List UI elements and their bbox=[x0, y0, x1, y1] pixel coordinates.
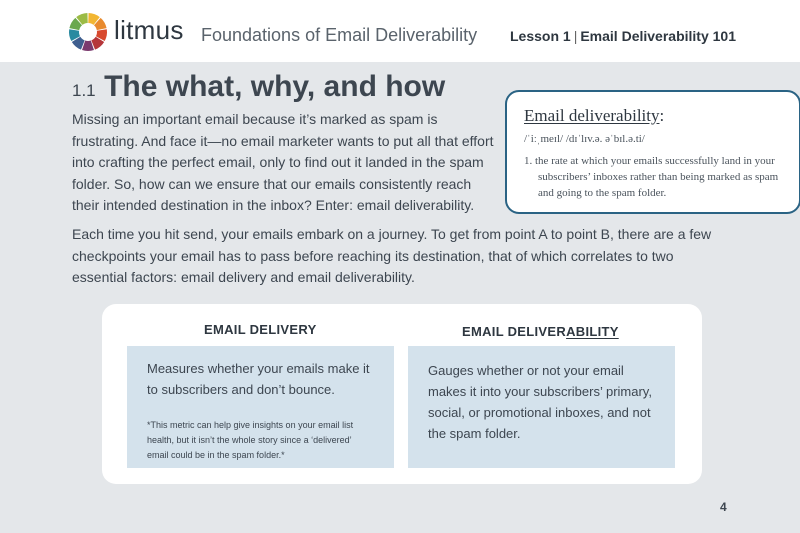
definition-colon: : bbox=[659, 106, 665, 125]
journey-paragraph: Each time you hit send, your emails embark on a journey. To get from point A to point B, there are a few checkpoints your email has to pass before reaching its destination, that of which correlates to two essential factors: email delivery and email deliverability. bbox=[72, 226, 712, 285]
section-title: The what, why, and how bbox=[104, 70, 446, 103]
email-delivery-box bbox=[127, 346, 394, 468]
email-deliverability-description: Gauges whether or not your email makes it into your subscribers’ primary, social, or promotional inboxes, and not the spam folder. bbox=[428, 363, 652, 441]
section-number: 1.1 bbox=[72, 81, 96, 100]
email-delivery-note: *This metric can help give insights on your email list health, but it isn’t the whole story since a ‘delivered’ email could be in the spam folder.* bbox=[147, 420, 354, 460]
comparison-panel bbox=[102, 304, 702, 484]
lesson-number: Lesson 1 bbox=[510, 28, 571, 44]
definition-word bbox=[524, 106, 783, 126]
litmus-logo-icon bbox=[68, 12, 108, 52]
lesson-separator: | bbox=[573, 28, 578, 44]
email-delivery-heading: EMAIL DELIVERY bbox=[204, 322, 317, 337]
intro-paragraph: Missing an important email because it’s marked as spam is frustrating. And face it—no email marketer wants to put all that effort into crafting the perfect email, only to find out it landed in the spam folder. So, how can we ensure that our emails consistently reach their intended destination in the inbox? Enter: email deliverability. bbox=[72, 111, 494, 213]
heading-part-b: ABILITY bbox=[566, 324, 619, 339]
definition-term: Email deliverability bbox=[524, 106, 660, 125]
heading-part-a: EMAIL DELIVER bbox=[462, 324, 567, 339]
document-title: Foundations of Email Deliverability bbox=[201, 25, 478, 45]
section-heading bbox=[72, 70, 445, 104]
lesson-title: Email Deliverability 101 bbox=[580, 28, 736, 44]
definition-pronunciation: /ˈiːˌmeɪl/ /dɪˈlɪv.ə. əˈbɪl.ə.ti/ bbox=[524, 133, 645, 145]
logo-text: litmus bbox=[114, 15, 184, 45]
email-deliverability-heading bbox=[462, 324, 619, 339]
lesson-label bbox=[510, 28, 736, 44]
page-header bbox=[0, 0, 800, 62]
page-number: 4 bbox=[720, 500, 727, 514]
email-deliverability-box bbox=[408, 346, 675, 468]
definition-text: 1. the rate at which your emails successfully land in your subscribers’ inboxes rather than being marked as spam and going to the spam folder. bbox=[524, 155, 779, 199]
email-delivery-description: Measures whether your emails make it to subscribers and don’t bounce. bbox=[147, 361, 370, 397]
definition-card bbox=[505, 90, 800, 214]
